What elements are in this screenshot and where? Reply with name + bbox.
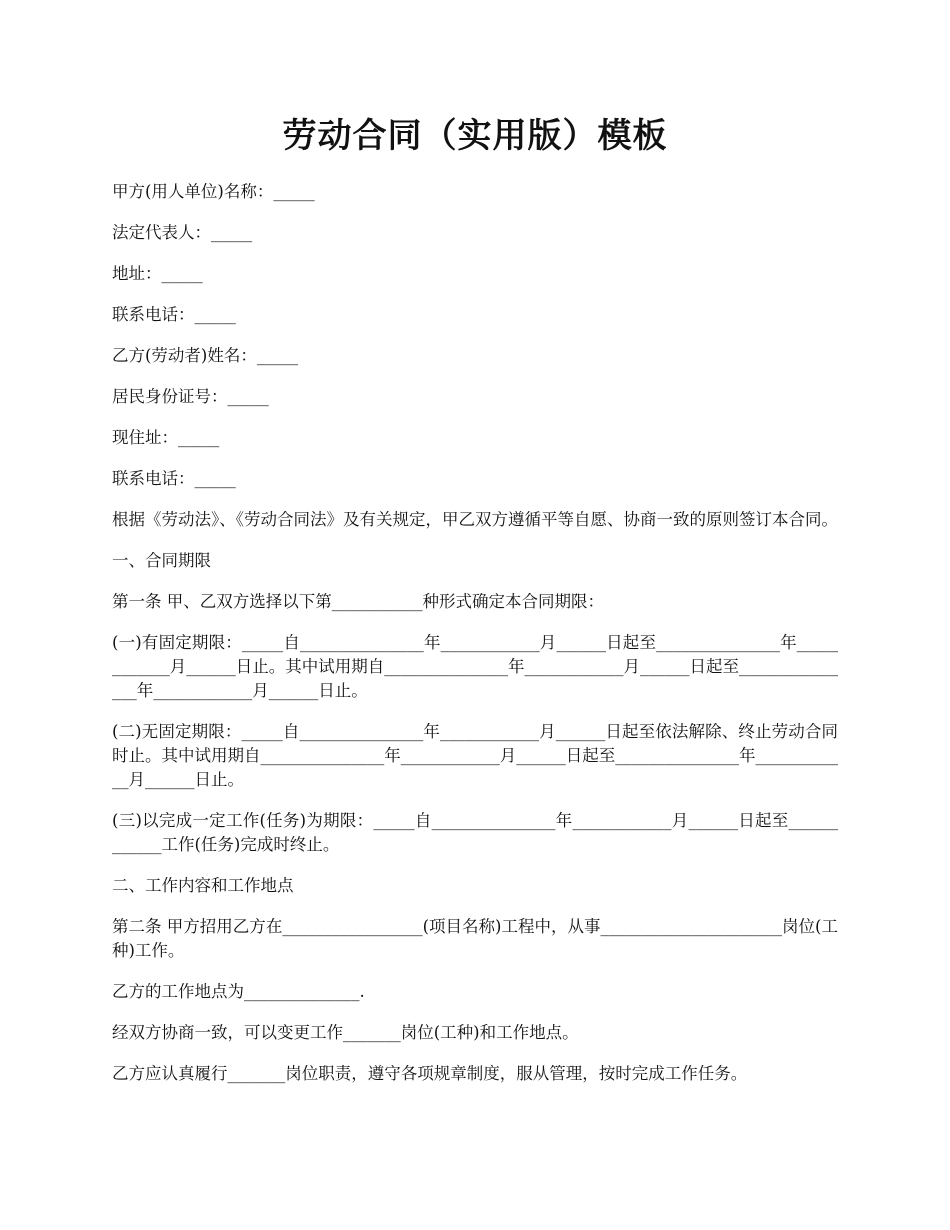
party-b-id-number: 居民身份证号：_____ bbox=[112, 387, 269, 406]
party-b-name: 乙方(劳动者)姓名：_____ bbox=[112, 346, 299, 365]
party-b-address: 现住址：_____ bbox=[112, 428, 220, 447]
party-a-address: 地址：_____ bbox=[112, 264, 203, 283]
article-2: 第二条 甲方招用乙方在_________________(项目名称)工程中，从事______________________岗位(工种)工作。 bbox=[112, 917, 838, 960]
party-b-phone: 联系电话：_____ bbox=[112, 469, 236, 488]
task-term-clause: (三)以完成一定工作(任务)为期限：_____自_______________年____________月______日起至____________工作(任务)完成时终止。 bbox=[112, 811, 838, 854]
duty-clause: 乙方应认真履行_______岗位职责，遵守各项规章制度，服从管理，按时完成工作任务。 bbox=[112, 1064, 748, 1083]
article-1: 第一条 甲、乙双方选择以下第___________种形式确定本合同期限： bbox=[112, 592, 604, 611]
legal-representative: 法定代表人：_____ bbox=[112, 223, 253, 242]
preamble-paragraph: 根据《劳动法》、《劳动合同法》及有关规定，甲乙双方遵循平等自愿、协商一致的原则签订本合同。 bbox=[112, 510, 838, 529]
fixed-term-clause: (一)有固定期限：_____自_______________年____________月______日起至_______________年____________月______日止。其中试用期自_______________年____________月______日起至_______________年____________月______日止。 bbox=[112, 633, 838, 700]
open-term-clause: (二)无固定期限：_____自_______________年____________月______日起至依法解除、终止劳动合同时止。其中试用期自_______________年____________月______日起至_______________年____________月______日止。 bbox=[112, 722, 838, 789]
party-a-name: 甲方(用人单位)名称：_____ bbox=[112, 182, 315, 201]
work-location: 乙方的工作地点为______________. bbox=[112, 982, 365, 1001]
document-title: 劳动合同（实用版）模板 bbox=[282, 116, 668, 156]
section-heading-work-content: 二、工作内容和工作地点 bbox=[112, 876, 294, 895]
change-work-clause: 经双方协商一致，可以变更工作_______岗位(工种)和工作地点。 bbox=[112, 1023, 579, 1042]
party-a-phone: 联系电话：_____ bbox=[112, 305, 236, 324]
section-heading-contract-term: 一、合同期限 bbox=[112, 551, 211, 570]
